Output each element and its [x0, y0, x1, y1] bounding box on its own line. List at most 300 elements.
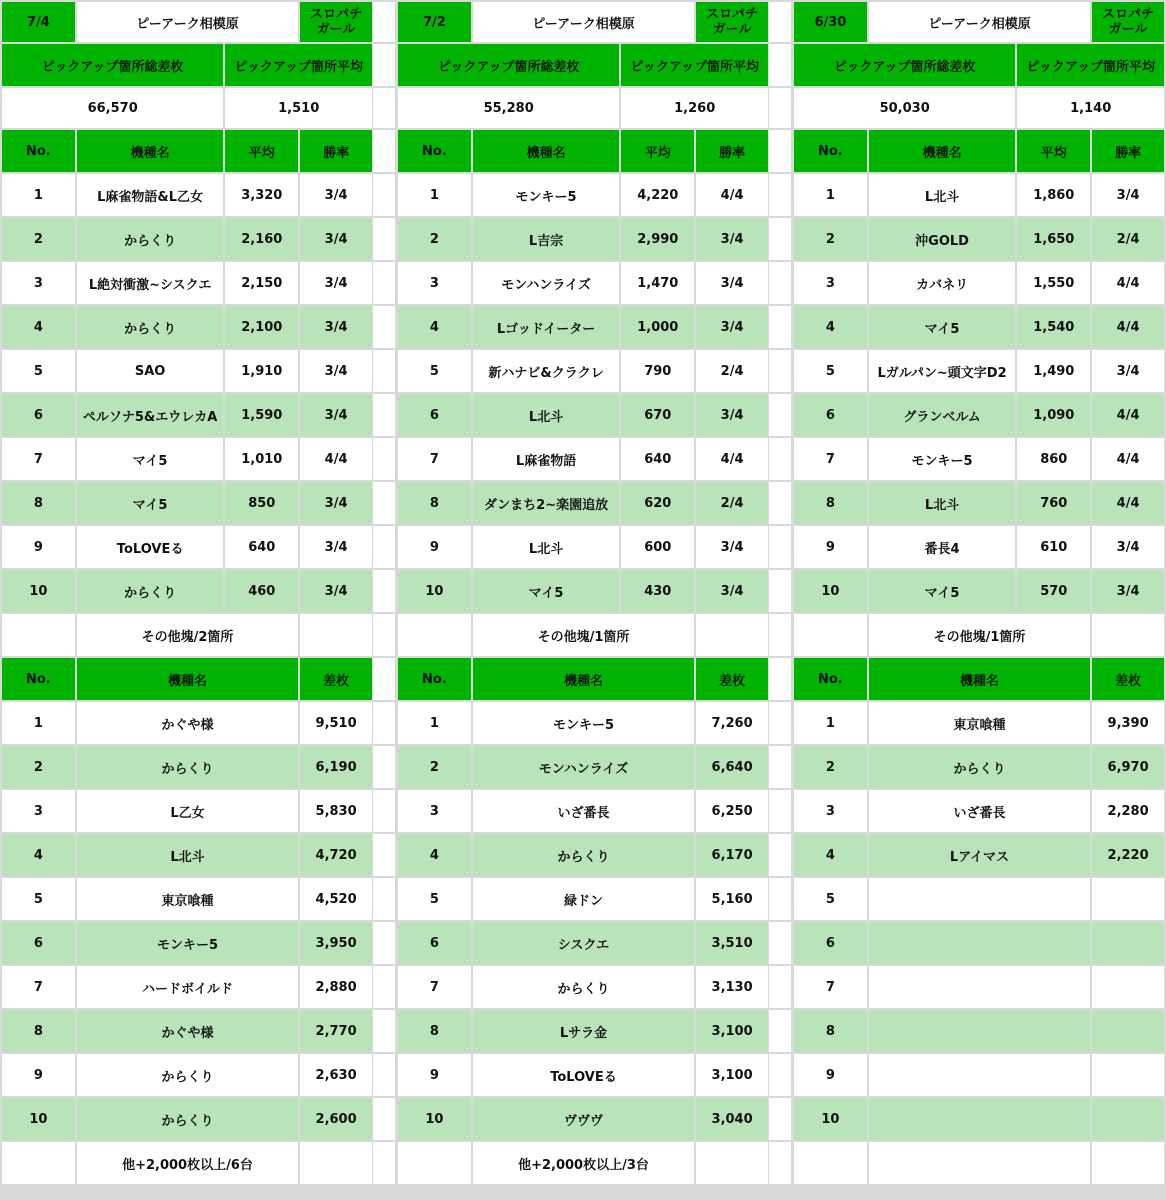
- rank-cell: 9: [794, 526, 867, 568]
- winrate-cell: 4/4: [1092, 394, 1164, 436]
- average-cell: 620: [621, 482, 694, 524]
- diff-cell: 5,830: [300, 790, 372, 832]
- separator-cell: [769, 350, 791, 392]
- blank-cell: [1092, 1142, 1164, 1184]
- average-value: 1,510: [225, 88, 372, 128]
- separator-cell: [373, 966, 395, 1008]
- winrate-cell: 3/4: [696, 218, 768, 260]
- winrate-cell: 3/4: [1092, 350, 1164, 392]
- separator-cell: [373, 878, 395, 920]
- rank-cell: 3: [2, 262, 75, 304]
- machine-name: モンハンライズ: [473, 262, 620, 304]
- machine-name: モンキー5: [473, 174, 620, 216]
- slopachi-girl-tag: [1092, 2, 1164, 42]
- diff-cell: 9,390: [1092, 702, 1164, 744]
- separator-cell: [769, 614, 791, 656]
- rank-cell: 8: [398, 1010, 471, 1052]
- total-value: 66,570: [2, 88, 223, 128]
- pickup-other: その他塊/1箇所: [869, 614, 1090, 656]
- pickup-row: [2, 218, 372, 260]
- winrate-cell: 3/4: [300, 350, 372, 392]
- separator-cell: [769, 2, 791, 42]
- col-machine: 機種名: [869, 130, 1016, 172]
- machine-name: マイ5: [869, 306, 1016, 348]
- diff-cell: 2,880: [300, 966, 372, 1008]
- rank-cell: 9: [398, 1054, 471, 1096]
- diff-cell: 2,600: [300, 1098, 372, 1140]
- machine-name: [869, 1010, 1090, 1052]
- separator-cell: [769, 130, 791, 172]
- col-average: 平均: [225, 130, 298, 172]
- pickup-row: [794, 262, 1164, 304]
- separator-cell: [373, 614, 395, 656]
- total-label: ピックアップ箇所総差枚: [2, 44, 223, 86]
- winrate-cell: 3/4: [300, 174, 372, 216]
- results-table: [792, 0, 1166, 1186]
- rank-cell: 6: [794, 394, 867, 436]
- machine-name: L北斗: [473, 394, 620, 436]
- average-cell: 2,990: [621, 218, 694, 260]
- rank-cell: 9: [2, 1054, 75, 1096]
- machine-name: L北斗: [869, 174, 1016, 216]
- col-average: 平均: [1017, 130, 1090, 172]
- machine-name: からくり: [77, 1054, 298, 1096]
- separator-cell: [373, 306, 395, 348]
- separator-cell: [373, 526, 395, 568]
- diff-other-row: [794, 1142, 1164, 1184]
- rank-cell: 8: [2, 482, 75, 524]
- diffs-other: 他+2,000枚以上/3台: [473, 1142, 694, 1184]
- summary-label-row: [398, 44, 768, 86]
- separator-cell: [373, 834, 395, 876]
- machine-name: かぐや様: [77, 1010, 298, 1052]
- winrate-cell: 3/4: [696, 570, 768, 612]
- diff-row: [794, 834, 1164, 876]
- machine-name: Lサラ金: [473, 1010, 694, 1052]
- total-label: ピックアップ箇所総差枚: [794, 44, 1015, 86]
- col-no: No.: [2, 130, 75, 172]
- diff-cell: 4,520: [300, 878, 372, 920]
- pickup-row: [398, 394, 768, 436]
- diff-cell: 6,190: [300, 746, 372, 788]
- diff-row: [398, 834, 768, 876]
- pickup-row: [398, 218, 768, 260]
- machine-name: Lガルパン~頭文字D2: [869, 350, 1016, 392]
- winrate-cell: 3/4: [300, 482, 372, 524]
- winrate-cell: 3/4: [300, 526, 372, 568]
- blank-cell: [300, 1142, 372, 1184]
- pickup-row: [2, 262, 372, 304]
- winrate-cell: 4/4: [300, 438, 372, 480]
- rank-cell: 10: [2, 1098, 75, 1140]
- pickup-row: [794, 438, 1164, 480]
- rank-cell: 4: [2, 834, 75, 876]
- machine-name: L北斗: [473, 526, 620, 568]
- machine-name: からくり: [77, 218, 224, 260]
- machine-name: カバネリ: [869, 262, 1016, 304]
- rank-cell: 6: [794, 922, 867, 964]
- col-machine: 機種名: [869, 658, 1090, 700]
- diff-row: [2, 790, 372, 832]
- machine-name: L乙女: [77, 790, 298, 832]
- machine-name: [869, 922, 1090, 964]
- separator-cell: [373, 790, 395, 832]
- rank-cell: 2: [794, 746, 867, 788]
- panel-separator: [768, 0, 792, 1200]
- rank-cell: 6: [2, 922, 75, 964]
- blank-cell: [300, 614, 372, 656]
- diff-cell: [1092, 1010, 1164, 1052]
- winrate-cell: 3/4: [696, 526, 768, 568]
- machine-name: からくり: [77, 570, 224, 612]
- pickup-other: その他塊/1箇所: [473, 614, 694, 656]
- separator-cell: [769, 1142, 791, 1184]
- rank-cell: 10: [398, 570, 471, 612]
- machine-name: マイ5: [473, 570, 620, 612]
- diff-row: [794, 922, 1164, 964]
- pickup-row: [2, 482, 372, 524]
- rank-cell: 8: [794, 1010, 867, 1052]
- pickup-other-row: [398, 614, 768, 656]
- pickup-row: [2, 350, 372, 392]
- separator-cell: [769, 438, 791, 480]
- separator-cell: [769, 174, 791, 216]
- machine-name: ペルソナ5&エウレカA: [77, 394, 224, 436]
- date-cell: 7/2: [398, 2, 471, 42]
- average-label: ピックアップ箇所平均: [1017, 44, 1164, 86]
- diff-cell: 3,510: [696, 922, 768, 964]
- blank-cell: [398, 614, 471, 656]
- winrate-cell: 4/4: [1092, 306, 1164, 348]
- diff-cell: [1092, 1054, 1164, 1096]
- machine-name: からくり: [473, 966, 694, 1008]
- average-cell: 600: [621, 526, 694, 568]
- pickup-row: [794, 394, 1164, 436]
- col-machine: 機種名: [473, 658, 694, 700]
- winrate-cell: 3/4: [696, 394, 768, 436]
- rank-cell: 5: [2, 350, 75, 392]
- average-label: ピックアップ箇所平均: [225, 44, 372, 86]
- average-value: 1,260: [621, 88, 768, 128]
- diff-row: [794, 966, 1164, 1008]
- pickup-row: [2, 306, 372, 348]
- diff-row: [2, 746, 372, 788]
- diff-row: [398, 1054, 768, 1096]
- separator-cell: [769, 526, 791, 568]
- machine-name: モンキー5: [473, 702, 694, 744]
- diff-row: [794, 1098, 1164, 1140]
- rank-cell: 3: [398, 790, 471, 832]
- diff-cell: 2,630: [300, 1054, 372, 1096]
- rank-cell: 4: [398, 834, 471, 876]
- average-cell: 1,000: [621, 306, 694, 348]
- col-winrate: 勝率: [696, 130, 768, 172]
- diff-row: [398, 702, 768, 744]
- winrate-cell: 4/4: [1092, 482, 1164, 524]
- diff-cell: 3,100: [696, 1054, 768, 1096]
- average-cell: 430: [621, 570, 694, 612]
- diff-cell: [1092, 922, 1164, 964]
- diff-cell: [1092, 1098, 1164, 1140]
- summary-value-row: [2, 88, 372, 128]
- separator-cell: [373, 1142, 395, 1184]
- tag-line1: スロパチ: [706, 7, 759, 22]
- rank-cell: 10: [794, 1098, 867, 1140]
- pickup-other: その他塊/2箇所: [77, 614, 298, 656]
- diff-row: [2, 834, 372, 876]
- diff-row: [794, 1010, 1164, 1052]
- machine-name: 新ハナビ&クラクレ: [473, 350, 620, 392]
- pickup-other-row: [2, 614, 372, 656]
- average-cell: 1,470: [621, 262, 694, 304]
- machine-name: L麻雀物語&L乙女: [77, 174, 224, 216]
- pickup-row: [2, 526, 372, 568]
- rank-cell: 3: [2, 790, 75, 832]
- diff-row: [398, 1098, 768, 1140]
- separator-cell: [769, 658, 791, 700]
- machine-name: [869, 878, 1090, 920]
- machine-name: [869, 1054, 1090, 1096]
- machine-name: 東京喰種: [869, 702, 1090, 744]
- slopachi-girl-tag: [696, 2, 768, 42]
- pickup-row: [794, 218, 1164, 260]
- rank-cell: 5: [398, 878, 471, 920]
- separator-cell: [373, 1010, 395, 1052]
- winrate-cell: 3/4: [300, 306, 372, 348]
- average-cell: 1,090: [1017, 394, 1090, 436]
- separator-cell: [373, 482, 395, 524]
- machine-name: [869, 1098, 1090, 1140]
- separator-cell: [769, 1054, 791, 1096]
- pickup-other-row: [794, 614, 1164, 656]
- diff-cell: 3,100: [696, 1010, 768, 1052]
- pickup-row: [398, 262, 768, 304]
- average-cell: 1,910: [225, 350, 298, 392]
- pickup-row: [2, 438, 372, 480]
- rank-cell: 3: [398, 262, 471, 304]
- date-cell: 6/30: [794, 2, 867, 42]
- diff-cell: [1092, 878, 1164, 920]
- pickup-row: [398, 526, 768, 568]
- rank-cell: 1: [398, 174, 471, 216]
- winrate-cell: 3/4: [696, 306, 768, 348]
- blank-cell: [1092, 614, 1164, 656]
- diff-cell: 6,170: [696, 834, 768, 876]
- panel-header: [398, 2, 768, 42]
- winrate-cell: 4/4: [1092, 262, 1164, 304]
- diff-cell: 9,510: [300, 702, 372, 744]
- machine-name: 沖GOLD: [869, 218, 1016, 260]
- diff-row: [794, 878, 1164, 920]
- diff-cell: 7,260: [696, 702, 768, 744]
- diff-cell: 2,220: [1092, 834, 1164, 876]
- separator-cell: [769, 306, 791, 348]
- separator-cell: [373, 174, 395, 216]
- machine-name: ToLOVEる: [473, 1054, 694, 1096]
- rank-cell: 5: [794, 878, 867, 920]
- rank-cell: 4: [2, 306, 75, 348]
- machine-name: 東京喰種: [77, 878, 298, 920]
- diff-cell: 6,970: [1092, 746, 1164, 788]
- diffs-other: [869, 1142, 1090, 1184]
- average-cell: 4,220: [621, 174, 694, 216]
- machine-name: 番長4: [869, 526, 1016, 568]
- machine-name: からくり: [77, 746, 298, 788]
- slopachi-girl-tag: [300, 2, 372, 42]
- tag-line2: ガール: [316, 22, 356, 37]
- rank-cell: 2: [2, 218, 75, 260]
- machine-name: マイ5: [77, 482, 224, 524]
- tag-line1: スロパチ: [310, 7, 363, 22]
- average-cell: 3,320: [225, 174, 298, 216]
- rank-cell: 4: [398, 306, 471, 348]
- diff-row: [2, 1054, 372, 1096]
- diff-row: [398, 966, 768, 1008]
- machine-name: モンキー5: [869, 438, 1016, 480]
- average-value: 1,140: [1017, 88, 1164, 128]
- day-panel-7-4: [0, 0, 372, 1200]
- rank-cell: 7: [398, 966, 471, 1008]
- separator-cell: [769, 44, 791, 86]
- rank-cell: 1: [794, 702, 867, 744]
- col-machine: 機種名: [77, 658, 298, 700]
- separator-cell: [769, 834, 791, 876]
- winrate-cell: 3/4: [300, 262, 372, 304]
- blank-cell: [2, 614, 75, 656]
- pickup-row: [2, 570, 372, 612]
- summary-value-row: [794, 88, 1164, 128]
- average-cell: 1,010: [225, 438, 298, 480]
- winrate-cell: 2/4: [1092, 218, 1164, 260]
- rank-cell: 4: [794, 306, 867, 348]
- results-table: [0, 0, 374, 1186]
- col-machine: 機種名: [473, 130, 620, 172]
- rank-cell: 7: [794, 438, 867, 480]
- winrate-cell: 4/4: [696, 174, 768, 216]
- diff-row: [2, 966, 372, 1008]
- machine-name: いざ番長: [869, 790, 1090, 832]
- col-no: No.: [2, 658, 75, 700]
- average-cell: 1,550: [1017, 262, 1090, 304]
- diff-cell: 6,250: [696, 790, 768, 832]
- diff-header-row: [794, 658, 1164, 700]
- rank-cell: 1: [794, 174, 867, 216]
- rank-cell: 2: [398, 218, 471, 260]
- panel-header: [794, 2, 1164, 42]
- diff-row: [398, 1010, 768, 1052]
- diff-cell: 5,160: [696, 878, 768, 920]
- diff-row: [398, 790, 768, 832]
- pickup-row: [2, 394, 372, 436]
- diff-cell: 3,040: [696, 1098, 768, 1140]
- blank-cell: [2, 1142, 75, 1184]
- winrate-cell: 3/4: [1092, 526, 1164, 568]
- machine-name: SAO: [77, 350, 224, 392]
- separator-cell: [373, 44, 395, 86]
- average-cell: 570: [1017, 570, 1090, 612]
- store-name: ピーアーク相模原: [869, 2, 1090, 42]
- separator-cell: [769, 746, 791, 788]
- separator-cell: [373, 350, 395, 392]
- col-winrate: 勝率: [300, 130, 372, 172]
- separator-cell: [373, 130, 395, 172]
- tag-line2: ガール: [712, 22, 752, 37]
- machine-name: ヴヴヴ: [473, 1098, 694, 1140]
- pickup-row: [794, 482, 1164, 524]
- diff-row: [398, 746, 768, 788]
- blank-cell: [696, 1142, 768, 1184]
- separator-cell: [373, 570, 395, 612]
- pickup-row: [2, 174, 372, 216]
- col-machine: 機種名: [77, 130, 224, 172]
- diff-cell: 6,640: [696, 746, 768, 788]
- pickup-row: [398, 482, 768, 524]
- date-cell: 7/4: [2, 2, 75, 42]
- machine-name: かぐや様: [77, 702, 298, 744]
- rank-cell: 5: [398, 350, 471, 392]
- machine-name: L北斗: [77, 834, 298, 876]
- winrate-cell: 4/4: [696, 438, 768, 480]
- rank-cell: 9: [398, 526, 471, 568]
- separator-cell: [769, 88, 791, 128]
- separator-cell: [769, 966, 791, 1008]
- separator-cell: [373, 1054, 395, 1096]
- rank-cell: 10: [794, 570, 867, 612]
- winrate-cell: 3/4: [1092, 174, 1164, 216]
- rank-cell: 2: [398, 746, 471, 788]
- machine-name: マイ5: [869, 570, 1016, 612]
- pickup-row: [398, 306, 768, 348]
- rank-cell: 1: [2, 174, 75, 216]
- separator-cell: [373, 394, 395, 436]
- winrate-cell: 3/4: [300, 570, 372, 612]
- separator-cell: [769, 702, 791, 744]
- machine-name: Lゴッドイーター: [473, 306, 620, 348]
- separator-cell: [769, 570, 791, 612]
- machine-name: L北斗: [869, 482, 1016, 524]
- rank-cell: 7: [794, 966, 867, 1008]
- rank-cell: 2: [2, 746, 75, 788]
- winrate-cell: 2/4: [696, 482, 768, 524]
- col-no: No.: [794, 658, 867, 700]
- rank-cell: 7: [398, 438, 471, 480]
- rank-cell: 5: [794, 350, 867, 392]
- rank-cell: 4: [794, 834, 867, 876]
- pickup-header-row: [398, 130, 768, 172]
- diff-row: [794, 702, 1164, 744]
- machine-name: からくり: [77, 1098, 298, 1140]
- rank-cell: 7: [2, 438, 75, 480]
- separator-cell: [373, 922, 395, 964]
- day-panel-7-2: [396, 0, 768, 1200]
- machine-name: ToLOVEる: [77, 526, 224, 568]
- diff-row: [2, 1098, 372, 1140]
- average-cell: 670: [621, 394, 694, 436]
- col-no: No.: [794, 130, 867, 172]
- average-cell: 1,860: [1017, 174, 1090, 216]
- winrate-cell: 4/4: [1092, 438, 1164, 480]
- diff-row: [794, 790, 1164, 832]
- average-cell: 1,490: [1017, 350, 1090, 392]
- rank-cell: 2: [794, 218, 867, 260]
- winrate-cell: 3/4: [1092, 570, 1164, 612]
- total-value: 50,030: [794, 88, 1015, 128]
- rank-cell: 9: [2, 526, 75, 568]
- average-cell: 760: [1017, 482, 1090, 524]
- rank-cell: 10: [398, 1098, 471, 1140]
- col-winrate: 勝率: [1092, 130, 1164, 172]
- diff-row: [398, 878, 768, 920]
